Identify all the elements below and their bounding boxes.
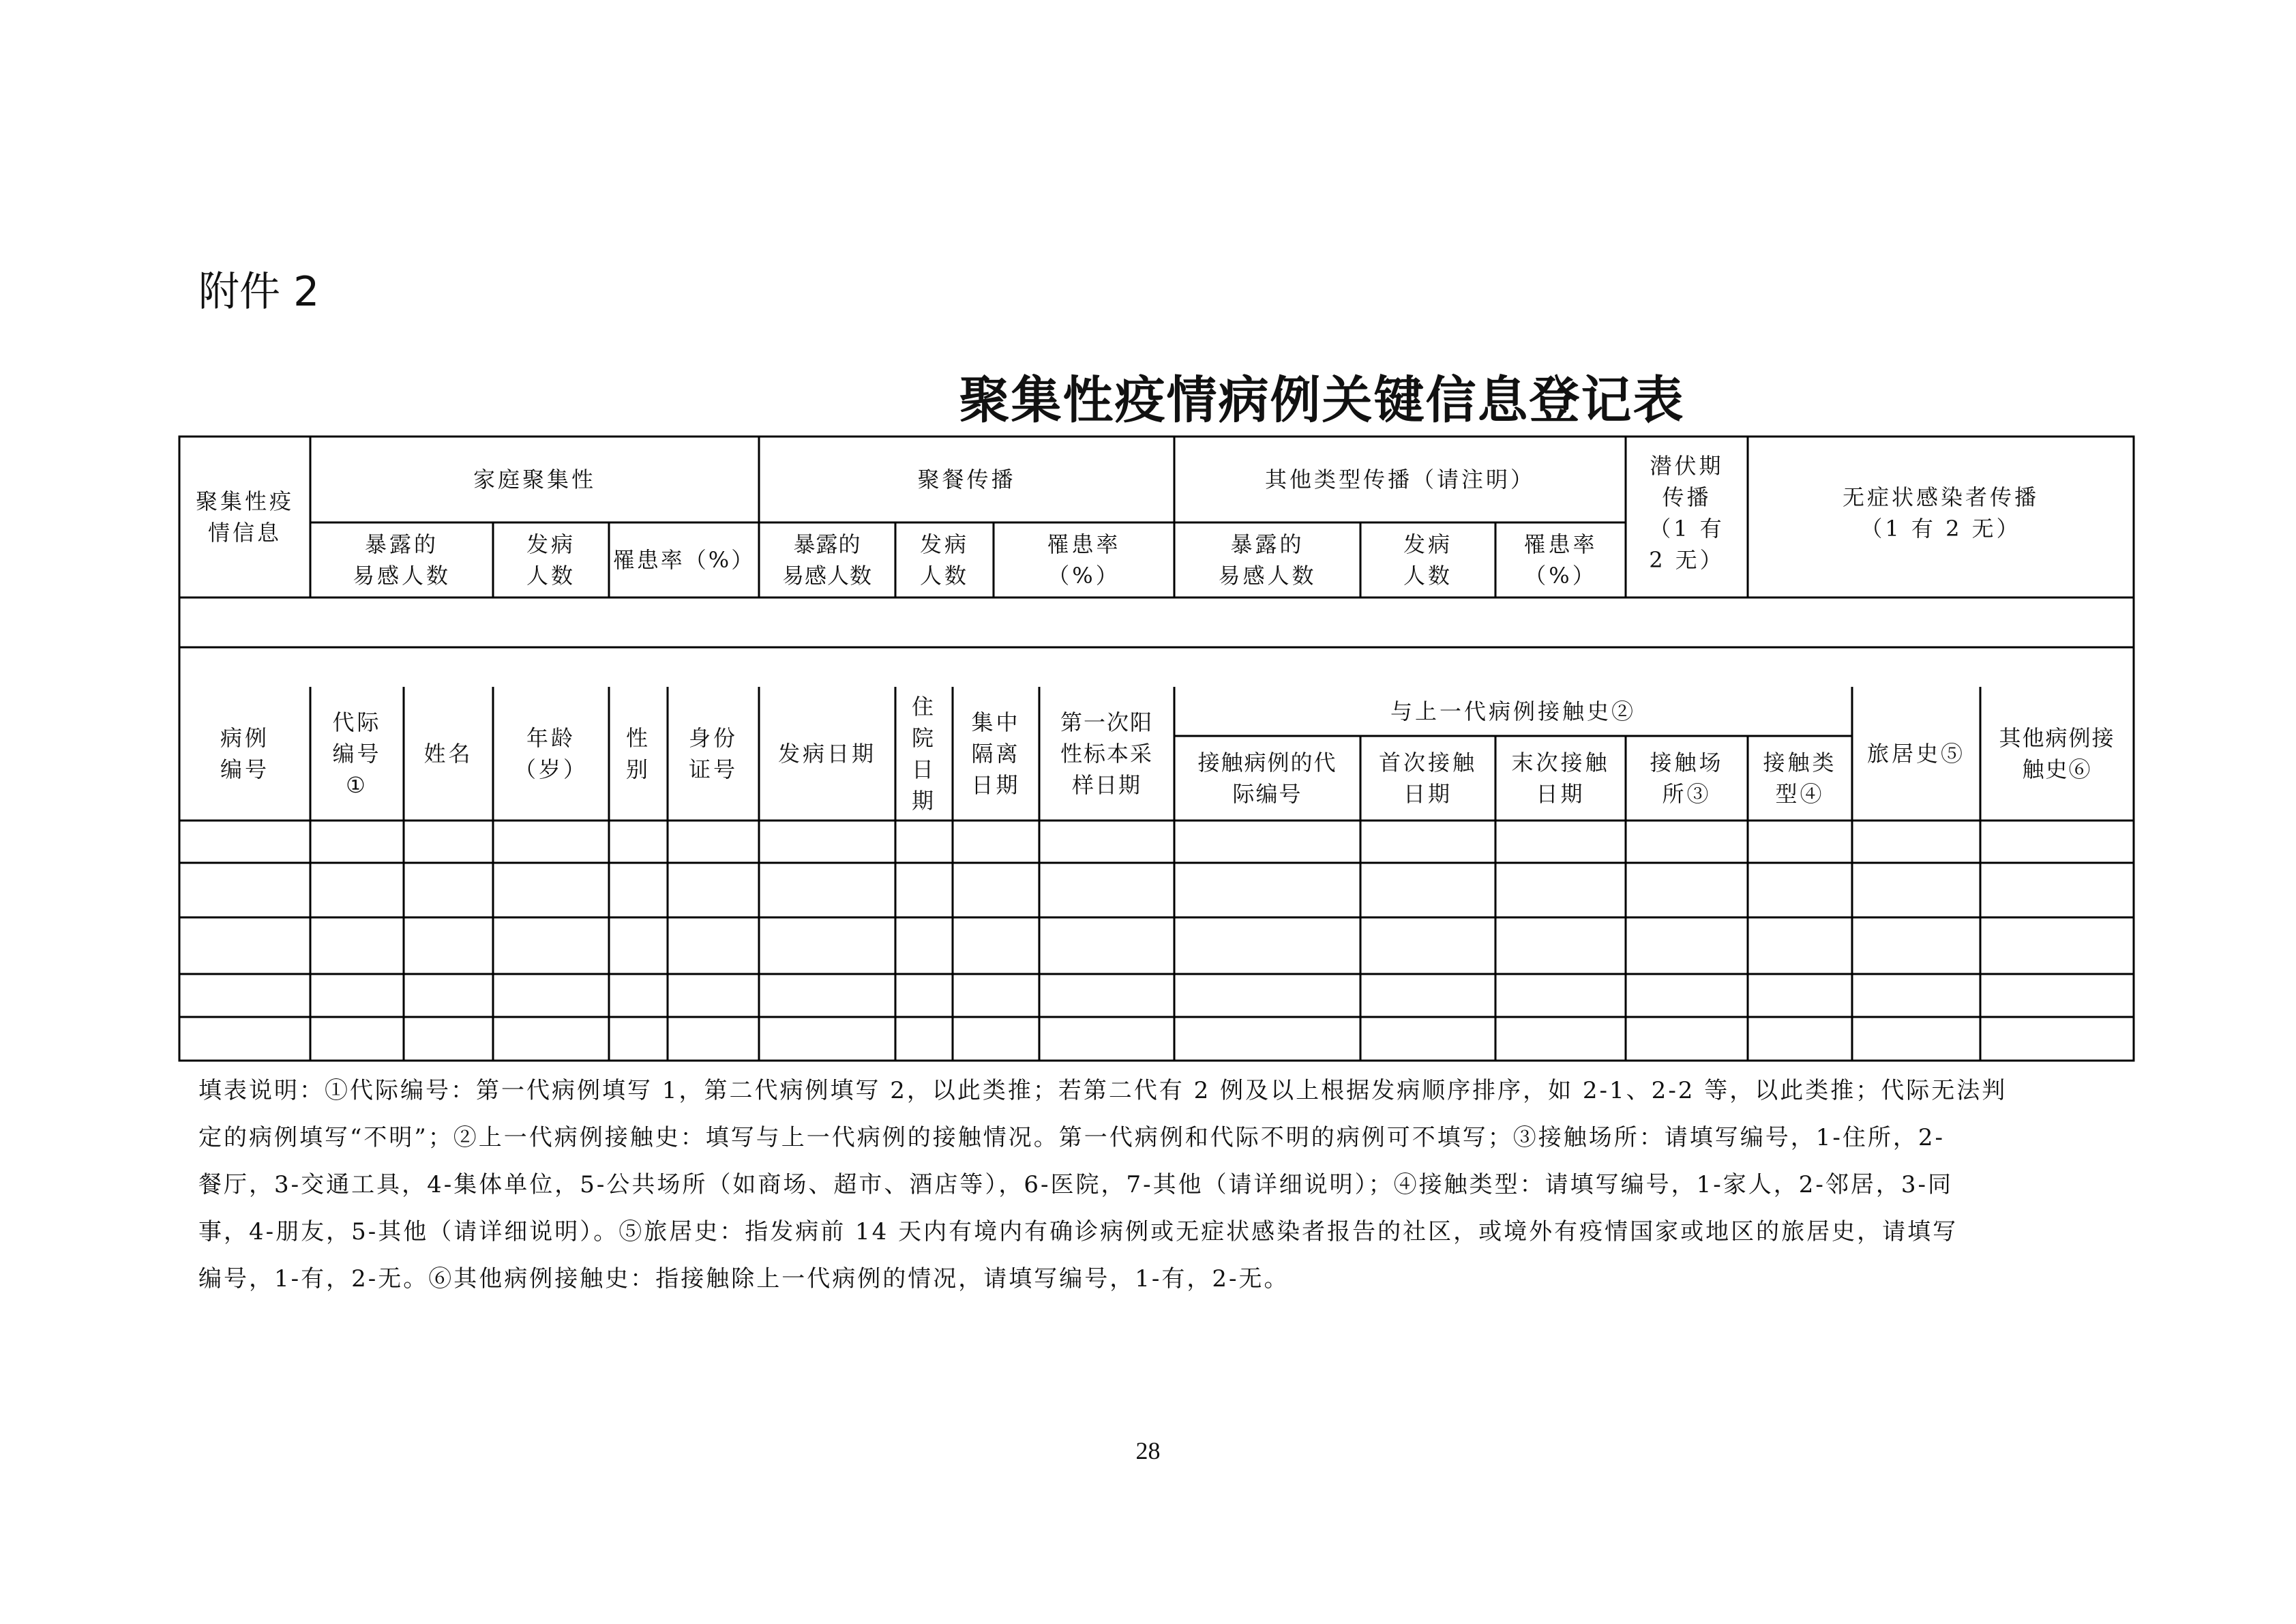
other-exposed-count-header: 暴露的 易感人数 [1218,531,1317,589]
contact-place-header: 接触场 所③ [1650,750,1724,807]
last-contact-date-header: 末次接触 日期 [1511,750,1610,807]
note-line: 餐厅，3-交通工具，4-集体单位，5-公共场所（如商场、超市、酒店等），6-医院，7-其他（请详细说明）；④接触类型：请填写编号，1-家人，2-邻居，3-同 [198,1171,1953,1198]
other-onset-count-header: 发病 人数 [1403,531,1452,589]
form-title-text: 聚集性疫情病例关键信息登记表 [959,371,1685,430]
admission-date-header: 住 院 日 期 [911,694,936,814]
filling-instructions [198,1067,2108,1303]
note-line: 编号，1-有，2-无。⑥其他病例接触史：指接触除上一代病例的情况，请填写编号，1-有，2-无。 [198,1265,1289,1293]
dining-onset-count-header: 发病 人数 [919,531,969,589]
dining-exposed-count-header: 暴露的 易感人数 [781,531,872,589]
first-contact-date-header: 首次接触 日期 [1378,750,1477,807]
previous-generation-contact-header: 与上一代病例接触史② [1390,698,1636,724]
case-number-header: 病例 编号 [220,725,269,782]
travel-history-header: 旅居史⑤ [1866,741,1965,767]
asymptomatic-transmission-header: 无症状感染者传播 （1 有 2 无） [1842,484,2039,542]
contact-case-generation-header: 接触病例的代 际编号 [1197,750,1337,807]
cluster-info-header: 聚集性疫 情信息 [195,488,294,546]
family-attack-rate-header: 罹患率（%） [612,547,756,573]
age-header: 年龄 （岁） [513,725,588,782]
contact-type-header: 接触类 型④ [1763,750,1837,807]
page-number: 28 [1135,1437,1161,1464]
quarantine-date-header: 集中 隔离 日期 [971,709,1021,798]
generation-number-header: 代际 编号 ① [332,709,382,798]
note-line: 事，4-朋友，5-其他（请详细说明）。⑤旅居史：指发病前 14 天内有境内有确诊病例或无症状感染者报告的社区，或境外有疫情国家或地区的旅居史，请填写 [198,1218,1958,1245]
group-family-cluster: 家庭聚集性 [473,467,596,492]
sex-header: 性 别 [625,725,651,782]
incubation-transmission-header: 潜伏期 传播 （1 有 2 无） [1649,453,1725,573]
attachment-label: 附件 2 [198,268,320,316]
id-number-header: 身份 证号 [688,725,738,782]
family-onset-count-header: 发病 人数 [526,531,576,589]
blank-row-mask [300,599,320,646]
name-header: 姓名 [423,741,473,767]
group-dining-transmission: 聚餐传播 [917,467,1016,492]
note-line: 填表说明：①代际编号：第一代病例填写 1，第二代病例填写 2，以此类推；若第二代有 2 例及以上根据发病顺序排序，如 2-1、2-2 等，以此类推；代际无法判 [198,1077,2008,1104]
group-other-transmission: 其他类型传播（请注明） [1264,467,1535,492]
onset-date-header: 发病日期 [777,741,876,767]
first-positive-sample-date-header: 第一次阳 性标本采 样日期 [1060,709,1153,798]
note-line: 定的病例填写“不明”；②上一代病例接触史：填写与上一代病例的接触情况。第一代病例和代际不明的病例可不填写；③接触场所：请填写编号，1-住所，2- [198,1124,1945,1151]
other-attack-rate-header: 罹患率 （%） [1523,531,1598,589]
family-exposed-count-header: 暴露的 易感人数 [352,531,451,589]
other-case-contact-header: 其他病例接 触史⑥ [1999,725,2115,782]
dining-attack-rate-header: 罹患率 （%） [1047,531,1121,589]
